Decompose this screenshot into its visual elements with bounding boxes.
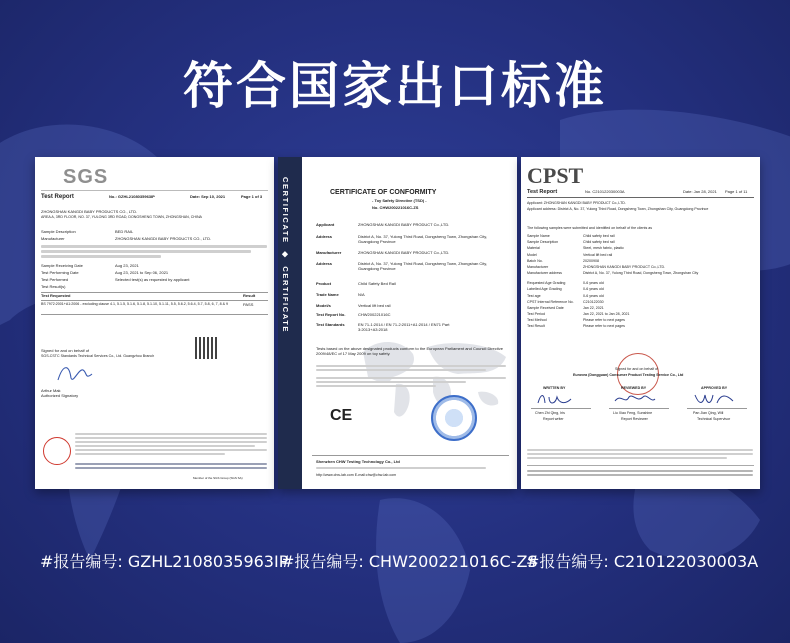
side-text-2: CERTIFICATE xyxy=(281,266,290,333)
stamp-icon xyxy=(43,437,71,465)
cpst-applicant: Applicant: ZHONGSHAN KANGDI BABY PRODUCT Co.,LTD. xyxy=(527,201,626,205)
chw-field-label: Manufacturer xyxy=(316,250,342,255)
cpst-address xyxy=(527,207,753,211)
reviewer-signature xyxy=(613,391,657,407)
writer-signature xyxy=(535,391,575,407)
sgs-field-value: Selected test(s) as requested by applicant xyxy=(115,277,190,282)
chw-field-label: Test Report No. xyxy=(316,312,346,317)
sgs-logo: SGS xyxy=(63,166,109,188)
chw-directive: - Toy Safety Directive (TSD) - xyxy=(372,198,427,203)
cpst-field-label: Sample Name xyxy=(527,234,550,238)
cpst-field-row xyxy=(527,271,753,281)
sgs-field-label: Sample Description xyxy=(41,229,76,234)
sgs-field-value: BED RAIL xyxy=(115,229,134,234)
cpst-field-value: 0-6 years old xyxy=(583,281,604,286)
cpst-approved-by: APPROVED BY xyxy=(701,386,728,390)
cpst-address-text: Applicant address: District A, No. 37, Yulong Third Road, Dongsheng Town, Zhongshan City, Guangdong Province xyxy=(527,207,709,211)
chw-field-label: Test Standards xyxy=(316,322,345,327)
cpst-signed-for: Signed for and on behalf of xyxy=(615,367,659,371)
sgs-result-label: Result xyxy=(243,293,256,298)
chw-statement xyxy=(316,347,506,356)
chw-field-label: Address xyxy=(316,234,333,239)
cpst-test-report xyxy=(521,157,760,489)
cpst-heading: Test Report xyxy=(527,189,558,195)
sgs-field-label: Test Performing Date xyxy=(41,270,79,275)
cpst-field-value: 0-6 years old xyxy=(583,293,604,298)
cpst-page: Page 1 of 11 xyxy=(725,189,748,194)
chw-field-label: Address xyxy=(316,261,333,266)
report-number-caption: #报告编号: C210122030003A xyxy=(526,552,759,571)
chw-company: Shenzhen CHW Testing Technology Co., Ltd xyxy=(316,459,400,464)
approver-signature xyxy=(693,391,737,407)
report-number-caption: #报告编号: GZHL2108035963IP xyxy=(40,552,289,571)
cpst-lab: Eurovea (Dongguan) Consumer Product Testing Service Co., Ltd xyxy=(573,373,684,377)
sgs-field-value: Aug 23, 2021 to Sep 06, 2021 xyxy=(115,270,169,275)
chw-field-value-text: EN 71-1:2014 / EN 71-2:2011+A1:2014 / EN71 Part 3:2013+A3:2018 xyxy=(358,322,450,332)
sgs-page: Page 1 of 3 xyxy=(241,194,263,199)
cpst-field-label: Test Period xyxy=(527,312,545,317)
cpst-written-by: WRITTEN BY xyxy=(543,386,566,390)
cpst-field-value: Vertical lift bed rail xyxy=(583,252,613,257)
chw-field-value-text: District A, No. 37, Yulong Third Road, Dongsheng Town, Zhongshan City, Guangdong Province xyxy=(358,234,488,244)
cpst-field-value: District A, No. 37, Yulong Third Road, Dongsheng Town, Zhongshan City xyxy=(583,271,699,276)
chw-field-label: Product xyxy=(316,281,332,286)
chw-certificate xyxy=(278,157,517,489)
cpst-writer-role: Report writer xyxy=(543,417,564,421)
cpst-field-label: Sample Received Date xyxy=(527,305,564,310)
cpst-field-label: Material xyxy=(527,246,540,251)
sgs-field-label: Sample Receiving Date xyxy=(41,263,83,268)
cpst-field-label: Test Result xyxy=(527,324,545,329)
sgs-signed: Signed for and on behalf of xyxy=(41,348,90,353)
cpst-logo: CPST xyxy=(527,163,584,188)
sgs-footer: Member of the SGS Group (SGS SA) xyxy=(193,476,243,480)
chw-website: http://www.chw-lab.com E-mail:chw@chw-lab.com xyxy=(316,473,397,477)
cpst-field-label: Manufacturer address xyxy=(527,271,562,276)
sgs-field-label: Manufacturer xyxy=(41,236,65,241)
sgs-field-label: Test Performed xyxy=(41,277,69,282)
cpst-field-value: Please refer to next pages xyxy=(583,324,625,329)
sgs-result: PASS xyxy=(243,302,254,307)
sgs-test-requested: Test Requested xyxy=(41,293,71,298)
sgs-company: ZHONGSHAN KANGDI BABY PRODUCTS CO., LTD. xyxy=(41,209,138,214)
sgs-test-report xyxy=(35,157,274,489)
sgs-signatory-title: Authorized Signatory xyxy=(41,393,79,398)
cpst-field-label: Test age xyxy=(527,293,541,298)
cpst-field-value: Jan 22, 2021 xyxy=(583,305,604,310)
cpst-field-label: Model xyxy=(527,252,537,257)
cpst-field-label: Sample Description xyxy=(527,240,559,245)
sgs-signatory-name: Arthur Mak xyxy=(41,388,61,393)
sgs-signature xyxy=(55,360,95,386)
cpst-field-value: C210122030 xyxy=(583,299,604,304)
chw-statement-text: Tests based on the above designated products conform to the European Parliament and Council Directive 2009/48/EC of 17 May 2009 on toy safety. xyxy=(316,346,503,356)
certificate-side-text: CERTIFICATE ◆ CERTIFICATE xyxy=(281,177,290,333)
chw-field-label: Trade Name xyxy=(316,292,339,297)
cpst-field-label: CPST Internal Reference No. xyxy=(527,299,574,304)
sgs-standard-text: BS 7972:2001+A1:2006 - excluding clause 4.1, 5.1.5, 5.1.6, 5.1.8, 5.1.10, 5.1.11, 5.5, 5.6.2, 5.6.4, 5.7, 5.8, 6, 7, 8 & 9 xyxy=(41,302,229,306)
cpst-date: Date: Jan 28, 2021 xyxy=(683,189,717,194)
cpst-field-value: ZHONGSHAN KANGDI BABY PRODUCT Co.,LTD. xyxy=(583,264,666,269)
cpst-writer: Chen Zhi Qing, Iris xyxy=(535,411,565,415)
chw-field-label: Applicant xyxy=(316,222,335,227)
sgs-field-value: Aug 23, 2021 xyxy=(115,263,139,268)
cpst-approver-role: Technical Supervisor xyxy=(697,417,731,421)
chw-field-value: CHW200221016C xyxy=(358,312,391,317)
chw-cert-no: No. CHW200221016C-ZS xyxy=(372,205,419,210)
qr-code xyxy=(195,337,217,359)
chw-field-value: N/A xyxy=(358,292,365,297)
sgs-report-no: No.: GZHL2108035963IP xyxy=(109,194,155,199)
sgs-date: Date: Sep 10, 2021 xyxy=(190,194,226,199)
sgs-address: AREA A, 3RD FLOOR, NO. 37, YULONG 3RD ROAD, DONGSHENG TOWN, ZHONGSHAN, CHINA xyxy=(41,215,202,219)
cpst-reviewed-by: REVIEWED BY xyxy=(621,386,647,390)
cpst-field-value: Jan 22, 2021 to Jan 28, 2021 xyxy=(583,312,630,317)
chw-field-value: Child Safety Bed Rail xyxy=(358,281,396,286)
chw-field-value-text: District A, No. 37, Yulong Third Road, Dongsheng Town, Zhongshan City, Guangdong Province xyxy=(358,261,488,271)
certification-seal-icon xyxy=(431,395,477,441)
chw-heading: CERTIFICATE OF CONFORMITY xyxy=(330,189,437,196)
cpst-field-label: Test Method xyxy=(527,318,547,323)
sgs-field-label: Test Result(s) xyxy=(41,284,66,289)
chw-field-label: Model/s xyxy=(316,303,331,308)
cpst-reviewer: Liu Xiao Feng, Sunshine xyxy=(613,411,653,415)
cpst-field-label: Manufacturer xyxy=(527,264,549,269)
chw-field-value: ZHONGSHAN KANGDI BABY PRODUCT Co.,LTD. xyxy=(358,222,450,227)
chw-field-value xyxy=(358,235,498,244)
cpst-field-value: 20200908 xyxy=(583,258,599,263)
cpst-field-label: Labelled Age Grading xyxy=(527,287,562,292)
cpst-field-row xyxy=(527,324,753,330)
cpst-field-value: 0-6 years old xyxy=(583,287,604,292)
report-number-caption: #报告编号: CHW200221016C-ZS xyxy=(281,552,538,571)
cpst-approver: Pan Jian Qing, Will xyxy=(693,411,724,415)
chw-field-value: ZHONGSHAN KANGDI BABY PRODUCT Co.,LTD. xyxy=(358,250,450,255)
chw-field-value xyxy=(358,262,498,271)
cpst-field-value: Please refer to next pages xyxy=(583,318,625,323)
sgs-heading: Test Report xyxy=(41,194,74,200)
page-title: 符合国家出口标准 xyxy=(183,57,607,115)
cpst-report-no: No. C210122030003A xyxy=(585,189,625,194)
cpst-field-label: Batch No. xyxy=(527,258,543,263)
cpst-field-value: Child safety bed rail xyxy=(583,240,615,245)
cpst-intro: The following samples were submitted and identified on behalf of the clients as xyxy=(527,226,653,230)
ce-mark-icon: CE xyxy=(330,407,353,424)
cpst-field-value: Steel, mesh fabric, plastic xyxy=(583,246,624,251)
sgs-field-value: ZHONGSHAN KANGDI BABY PRODUCTS CO., LTD. xyxy=(115,236,212,241)
chw-field-value xyxy=(358,323,468,332)
side-text-1: CERTIFICATE xyxy=(281,177,290,244)
sgs-standard xyxy=(41,302,231,306)
chw-field-value: Vertical lift bed rail xyxy=(358,303,391,308)
sgs-signed-by: SGS-CSTC Standards Technical Services Co., Ltd. Guangzhou Branch xyxy=(41,354,155,358)
cpst-field-value: Child safety bed rail xyxy=(583,234,615,238)
cpst-reviewer-role: Report Reviewer xyxy=(621,417,648,421)
cpst-field-list xyxy=(527,234,753,331)
cpst-field-label: Requested Age Grading xyxy=(527,281,566,286)
